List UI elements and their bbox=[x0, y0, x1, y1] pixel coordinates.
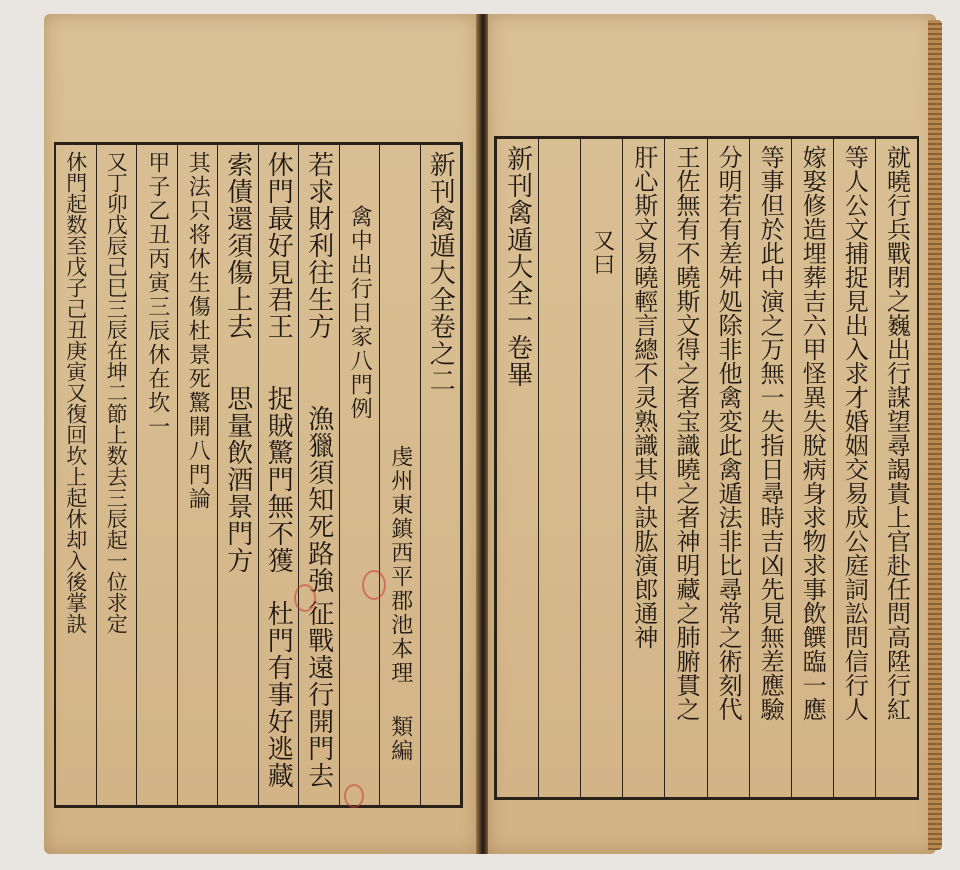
column-text bbox=[749, 139, 791, 797]
left-columns bbox=[56, 145, 460, 805]
column-text bbox=[177, 145, 218, 805]
verse-line: 杜門有事好逃藏 bbox=[263, 600, 294, 789]
column-text bbox=[622, 139, 664, 797]
column-verse-1 bbox=[298, 145, 339, 805]
column-verse-2 bbox=[258, 145, 299, 805]
verse-line: 漁獵須知死路強 bbox=[303, 405, 334, 594]
text-line: 就曉行兵戰閉之巍出行謀望尋謁貴上官赴任問高陞行紅 bbox=[882, 145, 911, 721]
column-colophon bbox=[497, 139, 538, 797]
column-text bbox=[56, 145, 96, 805]
left-text-frame bbox=[54, 142, 463, 808]
red-ink-mark bbox=[344, 784, 364, 808]
verse-line: 征戰遠行開門去 bbox=[303, 600, 334, 789]
open-book bbox=[44, 14, 936, 854]
right-columns bbox=[497, 139, 917, 797]
column-text bbox=[833, 139, 875, 797]
left-page bbox=[44, 14, 478, 854]
column-text bbox=[136, 145, 177, 805]
text-line: 又曰 bbox=[589, 229, 615, 277]
verse-line: 休門最好見君王 bbox=[263, 151, 294, 340]
column-author bbox=[379, 145, 420, 805]
verse-line: 捉賊驚門無不獲 bbox=[263, 385, 294, 574]
column-text bbox=[664, 139, 706, 797]
text-line: 甲子乙丑丙寅三辰休在坎一 bbox=[144, 151, 170, 439]
verse-line: 思量飲酒景門方 bbox=[222, 385, 253, 574]
volume-title: 新刊禽遁大全卷之二 bbox=[425, 151, 456, 394]
column-text bbox=[96, 145, 137, 805]
page-edges bbox=[928, 20, 942, 850]
column-text bbox=[580, 139, 622, 797]
right-text-frame bbox=[494, 136, 919, 800]
red-ink-mark bbox=[362, 570, 386, 600]
text-line: 王佐無有不曉斯文得之者宝識曉之者神明藏之肺腑貫之 bbox=[671, 145, 700, 721]
column-title bbox=[420, 145, 461, 805]
author-line: 虔州東鎮西平郡池本理 bbox=[387, 445, 413, 685]
verse-line: 若求財利往生方 bbox=[303, 151, 334, 340]
text-line: 又丁卯戊辰己巳三辰在坤二節上数去三辰起一位求定 bbox=[104, 151, 129, 634]
text-line: 休門起数至戊子己丑庚寅又復回坎上起休却入後掌訣 bbox=[63, 151, 88, 634]
colophon-title: 新刊禽遁大全一卷畢 bbox=[502, 145, 533, 388]
author-compiled: 類編 bbox=[387, 715, 413, 763]
verse-line: 索債還須傷上去 bbox=[222, 151, 253, 340]
right-page bbox=[488, 14, 936, 854]
text-line: 等人公文捕捉見出入求才婚姻交易成公庭詞訟問信行人 bbox=[840, 145, 869, 721]
column-blank bbox=[538, 139, 580, 797]
column-text bbox=[791, 139, 833, 797]
text-line: 其法只将休生傷杜景死驚開八門論 bbox=[185, 151, 211, 511]
column-text bbox=[875, 139, 917, 797]
column-section bbox=[339, 145, 380, 805]
text-line: 肝心斯文易曉輕言總不灵熟識其中訣肱演郎通神 bbox=[629, 145, 658, 649]
text-line: 等事但於此中演之万無一失指日尋時吉凶先見無差應驗 bbox=[756, 145, 785, 721]
column-verse-3 bbox=[217, 145, 258, 805]
text-line: 嫁娶修造埋葬吉六甲怪異失脫病身求物求事飲饌臨一應 bbox=[798, 145, 827, 721]
text-line: 分明若有差舛処除非他禽変此禽遁法非比尋常之術刻代 bbox=[714, 145, 743, 721]
red-ink-mark bbox=[294, 584, 316, 612]
section-heading: 禽中出行日家八門例 bbox=[347, 205, 373, 421]
column-text bbox=[707, 139, 749, 797]
